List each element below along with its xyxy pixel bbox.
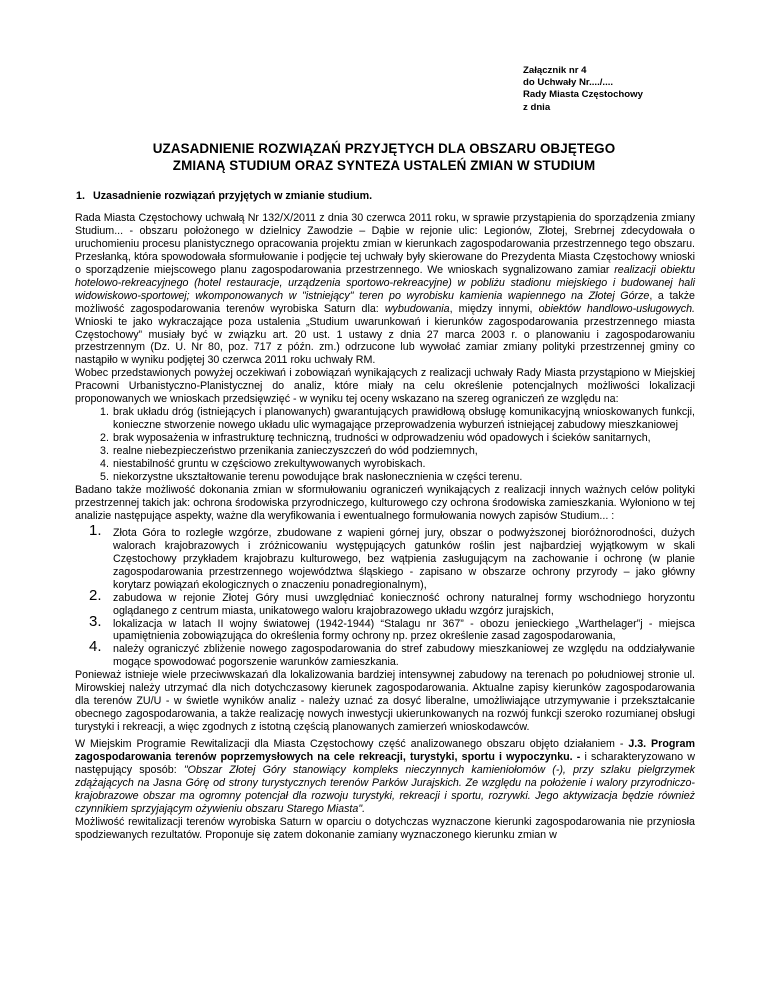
constraints-list [75, 406, 695, 484]
list-item [75, 406, 695, 432]
list-item-number: 4. [100, 458, 109, 471]
list-item-number: 1. [100, 406, 109, 419]
paragraph-zoning: Ponieważ istnieje wiele przeciwwskazań dla lokalizowania bardziej intensywnej zabudowy na terenach po południowej stronie ul. Mirowskiej należy utrzymać dla nich dotychczasowy kierunek zagospodarowania. Aktualne zapisy kierunków zagospodarowania dla terenów ZU/U - w świetle wyników analiz - należy uznać za dosyć liberalne, umożliwiające utrzymywanie i przekształcanie obecnego zagospodarowania, a także realizację nowych inwestycji ukierunkowanych na rozwój funkcji szeroko rozumianej obsługi turystyki i rekreacji, a więc zgodnych z istotną częścią planowanych zamierzeń wnioskodawców. [75, 669, 695, 734]
list-item-text: realne niebezpieczeństwo przenikania zanieczyszczeń do wód podziemnych, [113, 445, 478, 458]
section-number: 1. [76, 190, 85, 202]
paragraph-analysis: Wobec przedstawionych powyżej oczekiwań i zobowiązań wynikających z realizacji uchwały Rady Miasta przystąpiono w Miejskiej Pracowni Urbanistyczno-Planistycznej do analiz, które miały na celu określenie potencjalnych możliwości lokalizacji proponowanych we wnioskach przedsięwzięć - w wyniku tej oceny wskazano na szereg ograniczeń ze względu na: [75, 367, 695, 406]
list-item-text: Złota Góra to rozległe wzgórze, zbudowane z wapieni górnej jury, obszar o podwyższonej bioróżnorodności, dużych walorach krajobrazowych i zróżnicowaniu występujących gatunków roślin jest najbardziej wyjątkowym w skali Częstochowy przykładem krajobrazu kulturowego, bez wątpienia zasługującym na zachowanie i ochronę (w planie zagospodarowania przestrzennego województwa śląskiego - zapisano w obszarze ochrony przyrody – jako główny korytarz powiązań ekologicznych o znaczeniu ponadregionalnym), [113, 526, 695, 591]
list-item-number: 4. [89, 638, 102, 656]
list-item-text: brak układu dróg (istniejących i planowanych) gwarantujących prawidłową obsługę komunikacyjną wnioskowanych funkcji, konieczne stworzenie nowego układu ulic wymagające przeprowadzenia wyburzeń istniejącej zabudowy mieszkaniowej [113, 406, 695, 432]
list-item [75, 521, 695, 592]
paragraph-resolution [75, 212, 695, 367]
list-item [75, 471, 695, 484]
list-item-text: brak wyposażenia w infrastrukturę techniczną, trudności w odprowadzeniu wód opadowych i ścieków sanitarnych, [113, 432, 651, 445]
annex-number: Załącznik nr 4 [523, 65, 587, 76]
paragraph-text: , między innymi, [449, 302, 539, 315]
list-item-text: lokalizacja w latach II wojny światowej (1942-1944) “Stalagu nr 367” - obozu jenieckiego „Warthelager”j - miejsca upamiętnienia zobowiązująca do określenia formy ochrony np. przez określenie zasad zagospodarowania, [113, 617, 695, 643]
list-item [75, 458, 695, 471]
annex-header [523, 65, 643, 114]
paragraph-italic: "Obszar Złotej Góry stanowiący kompleks nieczynnych kamieniołomów (-), przy szlaku pielgrzymek zdążających na Jasna Górę od strony turystycznych terenów Parków Jurajskich. Ze względu na położenie i walory przyrodniczo-krajobrazowe obszar ma ogromny potencjał dla rozwoju turystyki, rekreacji i sportu, rozrywki. Jego aktywizacja będzie również czynnikiem sprzyjającym ożywieniu obszaru Starego Miasta". [75, 763, 695, 815]
document-title [80, 140, 688, 174]
annex-council: Rady Miasta Częstochowy [523, 89, 643, 101]
paragraph-text: Wnioski te jako wykraczające poza ustalenia „Studium uwarunkowań i kierunków zagospodarowania przestrzennego miasta Częstochowy” musiały być w związku art. 20 ust. 1 ustawy z dnia 27 marca 2003 r. o planowaniu i zagospodarowaniu przestrzennym (Dz. U. Nr 80, poz. 717 z późn. zm.) odrzucone lub wywołać zamiar zmiany polityki przestrzennej gminy co nastąpiło w wyniku podjętej 30 czerwca 2011 roku uchwały RM. [75, 315, 695, 367]
paragraph-revitalization [75, 738, 695, 816]
list-item-number: 5. [100, 471, 109, 484]
list-item-text: zabudowa w rejonie Złotej Góry musi uwzględniać konieczność ochrony naturalnej formy wschodniego horyzontu oglądanego z centrum miasta, unikatowego waloru krajobrazowego układu wzgórz jurajskich, [113, 591, 695, 617]
paragraph-text: , a także możliwość zagospodarowania terenów wyrobiska Saturn dla: [75, 289, 695, 315]
list-item [75, 432, 695, 445]
paragraph-text: W Miejskim Programie Rewitalizacji dla Miasta Częstochowy część analizowanego obszaru objęto działaniem - [75, 738, 629, 751]
section-heading [75, 190, 695, 203]
paragraph-italic: realizacji obiektu hotelowo-rekreacyjnego (hotel restauracje, urządzenia sportowo-rekreacyjne) w pobliżu stadionu miejskiego i budowanej hali widowiskowo-sportowej; wkomponowanych w "istniejący" teren po wyrobisku kamienia wapiennego na Złotej Górze [75, 263, 695, 302]
list-item [75, 612, 695, 644]
document-body [75, 190, 695, 842]
paragraph-bold: J.3. Program zagospodarowania terenów poprzemysłowych na cele rekreacji, turystyki, sportu i wypoczynku. - [75, 738, 696, 764]
paragraph-text: i scharakteryzowano w następujący sposób: [75, 751, 695, 776]
paragraph-saturn: Możliwość rewitalizacji terenów wyrobiska Saturn w oparciu o dotychczas wyznaczone kierunki zagospodarowania nie przyniosła spodziewanych rezultatów. Proponuje się zatem dokonanie zamiany wyznaczonego kierunku zmian w [75, 815, 695, 841]
paragraph-other-goals: Badano także możliwość dokonania zmian w sformułowaniu ograniczeń wynikających z realizacji innych ważnych celów polityki przestrzennej takich jak: ochrona środowiska przyrodniczego, kulturowego czy ochrona środowiska zamieszkania. Wyłoniono w tej analizie następujące aspekty, ważne dla weryfikowania i ewentualnego formułowania nowych zapisów Studium... : [75, 483, 695, 522]
title-line-2: ZMIANĄ STUDIUM ORAZ SYNTEZA USTALEŃ ZMIAN W STUDIUM [172, 158, 596, 173]
section-heading-text: Uzasadnienie rozwiązań przyjętych w zmianie studium. [93, 190, 373, 202]
list-item [75, 445, 695, 458]
annex-resolution: do Uchwały Nr..../.... [523, 77, 614, 89]
paragraph-italic: wybudowania [384, 302, 450, 315]
list-item-text: należy ograniczyć zbliżenie nowego zagospodarowania do stref zabudowy mieszkaniowej ze względu na oddziaływanie mogące spowodować pogorszenie warunków zamieszkania. [113, 643, 695, 669]
list-item-number: 1. [89, 521, 102, 539]
title-line-1: UZASADNIENIE ROZWIĄZAŃ PRZYJĘTYCH DLA OBSZARU OBJĘTEGO [152, 141, 616, 156]
list-item-text: niekorzystne ukształtowanie terenu powodujące brak nasłonecznienia w części terenu. [113, 471, 523, 484]
list-item-number: 2. [89, 586, 102, 604]
list-item-number: 3. [100, 445, 109, 458]
paragraph-italic: obiektów handlowo-usługowych. [538, 302, 695, 315]
list-item-text: niestabilność gruntu w częściowo zrekultywowanych wyrobiskach. [113, 458, 426, 471]
aspects-list [75, 521, 695, 669]
annex-date: z dnia [523, 101, 551, 113]
list-item [75, 586, 695, 618]
list-item [75, 638, 695, 669]
list-item-number: 2. [100, 432, 109, 445]
list-item-number: 3. [89, 612, 102, 630]
paragraph-text: Rada Miasta Częstochowy uchwałą Nr 132/X/2011 z dnia 30 czerwca 2011 roku, w sprawie przystąpienia do sporządzenia zmiany Studium... - obszaru położonego w dzielnicy Zawodzie – Dąbie w rejonie ulic: Legionów, Złotej, Srebrnej zdecydowała o uruchomieniu procesu planistycznego opracowania projektu zmian w kierunkach zagospodarowania przestrzennego tego obszaru. Przesłanką, która spowodowała sformułowanie i podjęcie tej uchwały były skierowane do Prezydenta Miasta Częstochowy wnioski o sporządzenie miejscowego planu zagospodarowania przestrzennego. We wnioskach sygnalizowano zamiar [75, 211, 695, 276]
